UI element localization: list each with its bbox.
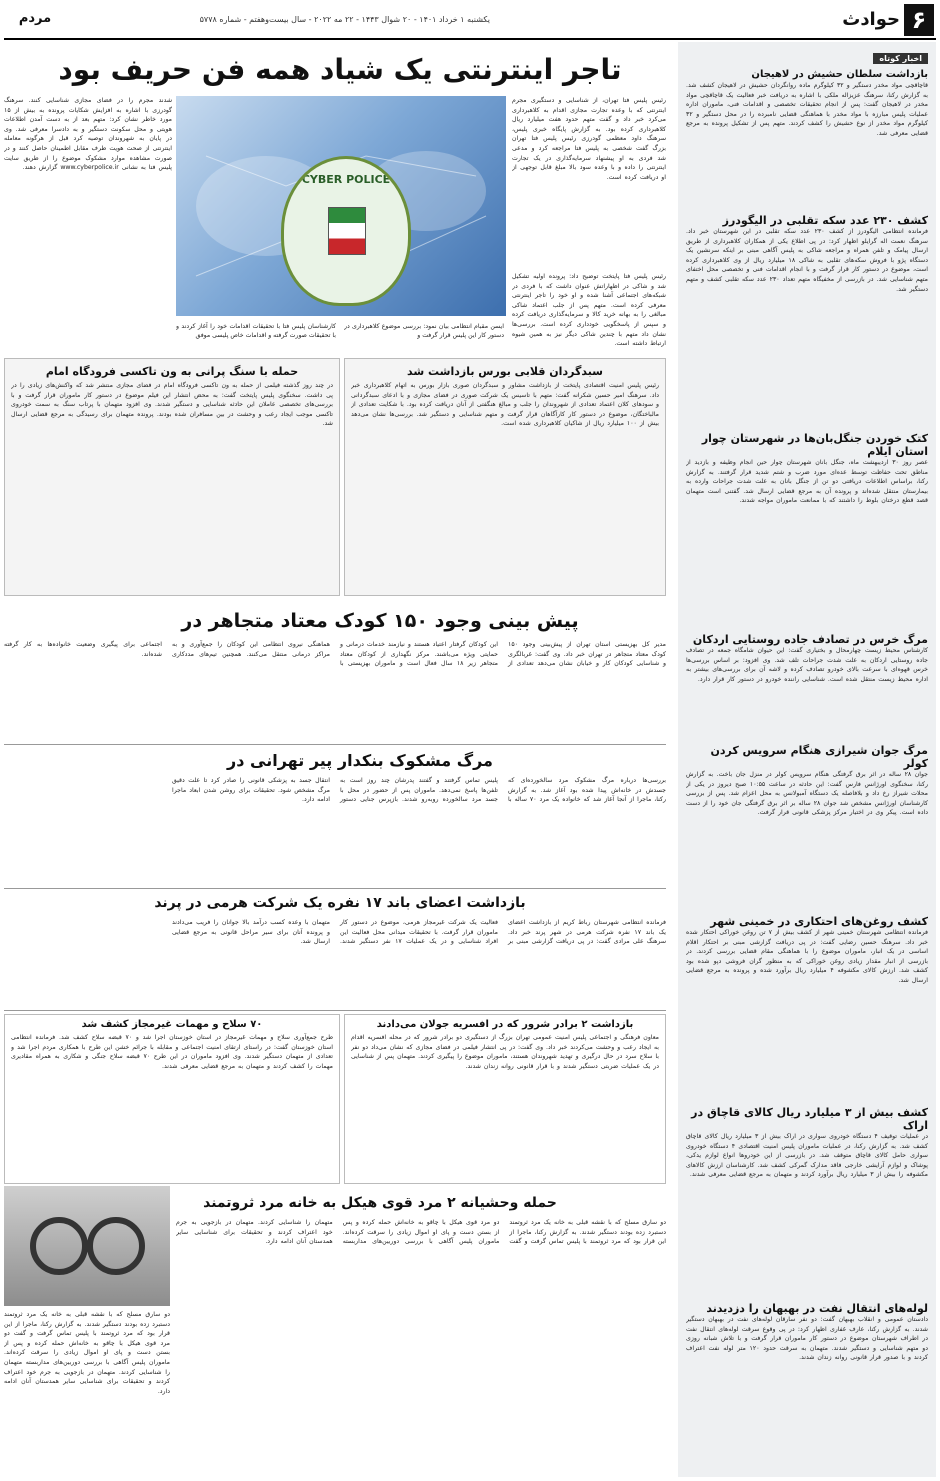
box-headline: بازداشت ۲ برادر شرور که در افسریه جولان می‌دادند xyxy=(376,1019,634,1030)
handcuffs-icon xyxy=(4,1186,170,1306)
article-headline: مرگ مشکوک بنکدار پیر تهرانی در xyxy=(227,751,493,770)
article-headline: بازداشت اعضای باند ۱۷ نفره یک شرکت هرمی در پرند xyxy=(154,895,526,911)
lead-column: رئیس پلیس فتا تهران، از شناسایی و دستگیری مجرم اینترنتی که با وعده تجارت مجازی اقدام به کلاهبرداری می‌کرد خبر داد و گفت متهم حدود هفت میلیارد ریال کلاهبرداری کرده بود. به گزارش پایگاه خبری پلیس، سرهنگ داود معظمی گودرزی رئیس پلیس فتا تهران بزرگ گفت شخصی به پلیس فتا مراجعه کرد و مدعی شد فردی به او پیشنهاد سرمایه‌گذاری در یک تجارت اینترنتی را داده و با وعده سود بالا مبلغ قابل توجهی از او دریافت کرده است. xyxy=(512,97,666,181)
box-headline: ۷۰ سلاح و مهمات غیرمجاز کشف شد xyxy=(81,1019,263,1030)
sidebar-item xyxy=(686,68,928,208)
handcuffs-image xyxy=(4,1186,170,1306)
box-body: در چند روز گذشته فیلمی از حمله به ون تاکسی فرودگاه امام در فضای مجازی منتشر شد که واکنش‌های زیادی را در پی داشت. سخنگوی پلیس پایتخت گفت: به محض انتشار این فیلم موضوع در دستور کار ماموران قرار گرفت و با بررسی‌های تخصصی عاملان این حادثه شناسایی و دستگیر شدند. وی افزود متهمان با پرتاب سنگ به سمت خودروی تاکسی موجب ایجاد رعب و وحشت در بین مسافران شده بودند. پرونده متهمان برای رسیدگی به مرجع قضایی ارسال شد. xyxy=(11,382,333,428)
sidebar-item-title: بازداشت سلطان حشیش در لاهیجان xyxy=(751,69,928,80)
short-news-sidebar xyxy=(678,42,936,1477)
sidebar-item xyxy=(686,214,928,426)
page-number-box: ۶ xyxy=(904,4,934,36)
sidebar-label: اخبار کوتاه xyxy=(873,53,928,64)
newspaper-logo: مردم xyxy=(18,11,52,26)
box-investment-fraud xyxy=(344,358,666,596)
masthead-rule xyxy=(4,38,936,40)
sidebar-item-title: مرگ جوان شیرازی هنگام سرویس کردن کولر xyxy=(710,744,928,770)
masthead xyxy=(0,0,940,42)
police-badge-icon xyxy=(281,156,411,306)
article-body: دو سارق مسلح که با نقشه قبلی به خانه یک مرد ثروتمند دستبرد زده بودند دستگیر شدند. به گزارش رکنا، ماجرا از این قرار بود که مرد ثروتمند با پلیس تماس گرفت و گفت دو مرد قوی هیکل با چاقو به خانه‌اش حمله کرده و پس از بستن دست و پای او اموال زیادی را سرقت کرده‌اند. ماموران پلیس آگاهی با بررسی دوربین‌های مداربسته متهمان را شناسایی کردند. متهمان در بازجویی به جرم خود اعتراف کردند و تحقیقات برای شناسایی سایر همدستان آنان ادامه دارد. xyxy=(176,1219,666,1246)
sidebar-item-title: لوله‌های انتقال نفت در بهبهان را دزدیدند xyxy=(706,1302,928,1315)
article-headline: پیش بینی وجود ۱۵۰ کودک معتاد متجاهر در xyxy=(181,610,579,632)
sidebar-item-body: در عملیات توقیف ۴ دستگاه خودروی سواری در اراک بیش از ۳ میلیارد ریال کالای قاچاق کشف شد. به گزارش رکنا، در عملیات ماموران پلیس امنیت اقتصادی ۴ دستگاه خودروی سواری حامل کالای قاچاق متوقف شد. در بازرسی از این خودروها انواع لوازم یدکی، پوشاک و لوازم آرایشی خارجی فاقد مدارک گمرکی کشف شد. کارشناسان ارزش کالاهای مکشوفه را بیش از ۳ میلیارد ریال برآورد کردند و متهمان به مرجع قضایی معرفی شدند. xyxy=(686,1133,928,1179)
sidebar-item-body: جوان ۲۸ ساله در اثر برق گرفتگی هنگام سرویس کولر در منزل جان باخت. به گزارش رکنا، سخنگوی اورژانس فارس گفت: این حادثه در ساعت ۱۰:۵۵ صبح دیروز در یکی از محلات شیراز رخ داد و بلافاصله یک دستگاه آمبولانس به محل اعزام شد. پس از بررسی کارشناسان اورژانس مشخص شد جوان ۲۸ ساله بر اثر برق گرفتگی جان خود را از دست داده است. پیکر وی در اختیار مرکز پزشکی قانونی قرار گرفت. xyxy=(686,771,928,817)
box-afsarieh-brothers xyxy=(344,1014,666,1184)
sidebar-item-body: فرمانده انتظامی الیگودرز از کشف ۲۳۰ عدد سکه تقلبی در این شهرستان خبر داد. سرهنگ نعمت اله گرایلو اظهار کرد: در پی اطلاع یکی از همکاران کلاهبرداری از طریق ارسال پیامک و تلفن همراه و مراجعه شاکی به پلیس آگاهی مبنی بر اینکه سرنشین یک دستگاه پژو با فروش سکه‌های تقلبی به شاکی ۱۸ میلیارد ریال از وی کلاهبرداری کرده است، موضوع در دستور کار قرار گرفت و با انجام اقدامات فنی و تخصصی محل اختفای متهم شناسایی شد. در بازرسی از مخفیگاه متهم تعداد ۲۳۰ عدد سکه تقلبی کشف و متهم دستگیر شد. xyxy=(686,228,928,293)
article-body: فرمانده انتظامی شهرستان رباط کریم از بازداشت اعضای یک باند ۱۷ نفره شرکت هرمی در شهر پرند خبر داد. سرهنگ علی مرادی گفت: در پی دریافت گزارشی مبنی بر فعالیت یک شرکت غیرمجاز هرمی، موضوع در دستور کار ماموران قرار گرفت. با تحقیقات میدانی محل فعالیت این افراد شناسایی و در یک عملیات ۱۷ نفر دستگیر شدند. متهمان با وعده کسب درآمد بالا جوانان را فریب می‌دادند و پرونده آنان برای سیر مراحل قانونی به مرجع قضایی ارسال شد. xyxy=(172,919,666,946)
sidebar-item xyxy=(686,1106,928,1296)
article-headline: حمله وحشیانه ۲ مرد قوی هیکل به خانه مرد ثروتمند xyxy=(203,1195,557,1211)
image-caption: ایسن مقبام انتظامی بیان نمود: بررسی موضوع کلاهبرداری در دستور کار این پلیس قرار گرفت و xyxy=(344,323,504,339)
sidebar-item-title: کشف بیش از ۳ میلیارد ریال کالای قاچاق در اراک xyxy=(691,1106,928,1132)
sidebar-item-body: کارشناس محیط زیست چهارمحال و بختیاری گفت: این حیوان شامگاه جمعه در تصادف جاده روستایی اردکان به علت شدت جراحات تلف شد. وی افزود: بر اساس بررسی‌ها خرس قهوه‌ای با سرعت بالای خودرو تصادف کرده و لاشه آن برای بررسی‌های بیشتر به اداره محیط زیست منتقل شده است. شناسایی راننده خودرو در دستور کار قرار دارد. xyxy=(686,647,928,683)
sidebar-item-body: دادستان عمومی و انقلاب بهبهان گفت: دو نفر سارقان لوله‌های نفت در بهبهان دستگیر شدند. به گزارش رکنا، عارف غفاری اظهار کرد: در پی وقوع سرقت لوله‌های انتقال نفت در اطراف شهرستان موضوع در دستور کار ماموران قرار گرفت و با تلاش شبانه روزی دو متهم شناسایی و دستگیر شدند. متهمان به سرقت حدود ۱۲۰ متر لوله نفت اعتراف کردند و با صدور قرار قانونی روانه زندان شدند. xyxy=(686,1316,928,1362)
section-title: حوادث xyxy=(842,9,900,30)
sidebar-item-body: فرمانده انتظامی شهرستان خمینی شهر از کشف بیش از ۷ تن روغن خوراکی احتکار شده خبر داد. سرهنگ حسین رضایی گفت: در پی دریافت گزارشی مبنی بر احتکار اقلام اساسی در یک انبار، ماموران موضوع را با هماهنگی مقام قضایی بررسی کردند. در بازرسی از انبار مقدار زیادی روغن خوراکی که به منظور گران فروشی دپو شده بود کشف شد. ارزش کالای مکشوفه ۴ میلیارد ریال برآورد شده و پرونده به مرجع قضایی ارسال شد. xyxy=(686,929,928,984)
box-weapons xyxy=(4,1014,340,1184)
article-body-continued: دو سارق مسلح که با نقشه قبلی به خانه یک مرد ثروتمند دستبرد زده بودند دستگیر شدند. به گزارش رکنا، ماجرا از این قرار بود که مرد ثروتمند با پلیس تماس گرفت و گفت دو مرد قوی هیکل با چاقو به خانه‌اش حمله کرده و پس از بستن دست و پای او اموال زیادی را سرقت کرده‌اند. ماموران پلیس آگاهی با بررسی دوربین‌های مداربسته متهمان را شناسایی کردند. متهمان در بازجویی به جرم خود اعتراف کردند و تحقیقات برای شناسایی سایر همدستان آنان ادامه دارد. xyxy=(4,1311,170,1395)
lead-column: رئیس پلیس فتا پایتخت توضیح داد: پرونده اولیه تشکیل شد و شاکی در اظهاراتش عنوان داشت که با فردی در شبکه‌های اجتماعی آشنا شده و او خود را تاجر اینترنتی معرفی کرده است. متهم پس از جلب اعتماد شاکی مبالغی را به بهانه خرید کالا و سرمایه‌گذاری دریافت کرده و سپس از پاسخگویی خودداری کرده است. بررسی‌ها نشان داد متهم با چندین شاکی دیگر نیز به همین شیوه ارتباط داشته است. xyxy=(512,273,666,348)
sidebar-item xyxy=(686,744,928,909)
image-caption: کارشناسان پلیس فتا با تحقیقات اقدامات خود را آغاز کردند و با تحقیقات صورت گرفته و اقدامات خاص پلیسی موفق xyxy=(176,323,336,339)
box-body: معاون فرهنگی و اجتماعی پلیس امنیت عمومی تهران بزرگ از دستگیری دو برادر شرور که در محله افسریه اقدام به ایجاد رعب و وحشت می‌کردند خبر داد. وی گفت: در پی انتشار فیلمی در فضای مجازی که نشان می‌داد دو نفر با سلاح سرد در حال درگیری و تهدید شهروندان هستند، ماموران موضوع را پیگیری کردند. متهمان پس از شناسایی در یک عملیات ضربتی دستگیر شدند و با قرار قانونی روانه زندان شدند. xyxy=(351,1034,659,1070)
sidebar-item xyxy=(686,432,928,627)
sidebar-item xyxy=(686,915,928,1100)
box-body: رئیس پلیس امنیت اقتصادی پایتخت از بازداشت مشاور و سبدگردان صوری بازار بورس به اتهام کلاهبرداری خبر داد. سرهنگ امیر حسین شکرانه گفت: متهم با تاسیس یک شرکت صوری در فضای مجازی و با ادعای سبدگردانی و سودهای کلان اعتماد تعدادی از شهروندان را جلب و مبالغ هنگفتی از آنان دریافت کرده بود. با شکایت تعدادی از مالباختگان، موضوع در دستور کار کارآگاهان قرار گرفت و متهم شناسایی و دستگیر شد. بررسی‌ها نشان می‌دهد بیش از ۱۰۰ میلیارد ریال از شاکیان کلاهبرداری شده است. xyxy=(351,382,659,428)
sidebar-item xyxy=(686,633,928,738)
divider xyxy=(4,744,666,745)
sidebar-item-title: کشف روغن‌های احتکاری در خمینی شهر xyxy=(710,915,928,928)
divider xyxy=(4,888,666,889)
badge-text: CYBER POLICE xyxy=(301,173,391,186)
box-body: طرح جمع‌آوری سلاح و مهمات غیرمجاز در استان خوزستان اجرا شد و ۷۰ قبضه سلاح کشف شد. فرمانده انتظامی استان خوزستان گفت: در راستای ارتقای امنیت اجتماعی و مقابله با جرائم خشن این طرح با همکاری مردم اجرا شد و تعدادی از متهمان دستگیر شدند. وی افزود ماموران در این طرح ۷۰ قبضه سلاح جنگی و شکاری به همراه مقادیری مهمات را کشف کردند و متهمان به مرجع قضایی معرفی شدند. xyxy=(11,1034,333,1070)
article-body: بررسی‌ها درباره مرگ مشکوک مرد سالخورده‌ای که جسدش در خانه‌اش پیدا شده بود آغاز شد. به گزارش رکنا، ماجرا از آنجا آغاز شد که خانواده یک مرد ۷۰ ساله با پلیس تماس گرفتند و گفتند پدرشان چند روز است به تلفن‌ها پاسخ نمی‌دهد. ماموران پس از حضور در محل با جسد مرد سالخورده روبه‌رو شدند. بازپرس جنایی دستور انتقال جسد به پزشکی قانونی را صادر کرد تا علت دقیق مرگ مشخص شود. تحقیقات برای روشن شدن ابعاد ماجرا ادامه دارد. xyxy=(172,777,666,804)
lead-column: شدند مجرم را در فضای مجازی شناسایی کنند. سرهنگ گودرزی با اشاره به افزایش شکایات پرونده به بیش از ۱۵ مورد خاطر نشان کرد: متهم بعد از به دست آمدن اطلاعات هویتی و محل سکونت دستگیر و به دادسرا معرفی شد. وی در پایان به شهروندان توصیه کرد قبل از هرگونه معامله اینترنتی از صحت هویت طرف مقابل اطمینان حاصل کنند و در صورت مشاهده موارد مشکوک موضوع را از طریق سایت پلیس فتا به نشانی www.cyberpolice.ir گزارش دهند. xyxy=(4,97,172,172)
box-headline: حمله با سنگ پرانی به ون تاکسی فرودگاه امام xyxy=(45,365,299,378)
sidebar-item-title: مرگ خرس در تصادف جاده روستایی اردکان xyxy=(692,633,928,646)
sidebar-item-body: قاچاقچی مواد مخدر دستگیر و ۳۲ کیلوگرم ماده روانگردان حشیش در لاهیجان کشف شد. به گزارش رکنا، سرهنگ عزیزاله ملکی با اشاره به دریافت خبر فعالیت یک قاچاقچی مواد مخدر در لاهیجان گفت: پس از انجام تحقیقات تخصصی و اقدامات فنی، ماموران اداره عملیات پلیس مبارزه با مواد مخدر با هماهنگی قضایی نامبرده را در محل دستگیر و ۳۲ کیلوگرم مواد مخدر از نوع حشیش را کشف کردند. متهم پس از تشکیل پرونده به مرجع قضایی معرفی شد. xyxy=(686,82,928,137)
box-airport-taxi xyxy=(4,358,340,596)
sidebar-item-title: کشف ۲۳۰ عدد سکه تقلبی در الیگودرز xyxy=(722,214,928,227)
sidebar-item xyxy=(686,1302,928,1477)
article-body: مدیر کل بهزیستی استان تهران از پیش‌بینی وجود ۱۵۰ کودک معتاد متجاهر در تهران خبر داد. وی گفت: غربالگری و شناسایی کودکان کار و خیابان نشان می‌دهد تعدادی از این کودکان گرفتار اعتیاد هستند و نیازمند خدمات درمانی و حمایتی ویژه می‌باشند. مرکز نگهداری از کودکان معتاد متجاهر زیر ۱۸ سال فعال است و ماموران بهزیستی با هماهنگی نیروی انتظامی این کودکان را جمع‌آوری و به مراکز درمانی منتقل می‌کنند. همچنین تیم‌های مددکاری اجتماعی برای پیگیری وضعیت خانواده‌ها به کار گرفته شده‌اند. xyxy=(4,641,666,668)
box-headline: سبدگردان قلابی بورس بازداشت شد xyxy=(406,365,604,378)
sidebar-item-title: کتک خوردن جنگل‌بان‌ها در شهرستان چوار استان ایلام xyxy=(701,432,928,458)
dateline: یکشنبه ۱ خرداد ۱۴۰۱ - ۲۰ شوال ۱۴۴۳ - ۲۲ مه ۲۰۲۲ - سال بیست‌وهفتم - شماره ۵۷۷۸ xyxy=(199,15,490,24)
lead-headline: تاجر اینترنتی یک شیاد همه فن حریف بود xyxy=(58,53,622,86)
flag-emblem xyxy=(328,207,366,255)
cyber-police-image xyxy=(176,96,506,316)
sidebar-item-body: عصر روز ۳۰ اردیبهشت ماه، جنگل بانان شهرستان چوار حین انجام وظیفه و بازدید از مناطق تحت حفاظت توسط عده‌ای مورد ضرب و شتم شدید قرار گرفتند. به گزارش رکنا، براساس اطلاعات دریافتی دو تن از جنگل بانان به علت شدت جراحات وارده به بیمارستان منتقل شده‌اند و پرونده آن به مرجع قضایی ارسال شد. گفتنی است متهمان قصد قطع درختان بلوط را داشتند که با ممانعت ماموران مواجه شدند. xyxy=(686,459,928,505)
divider xyxy=(4,1010,666,1011)
